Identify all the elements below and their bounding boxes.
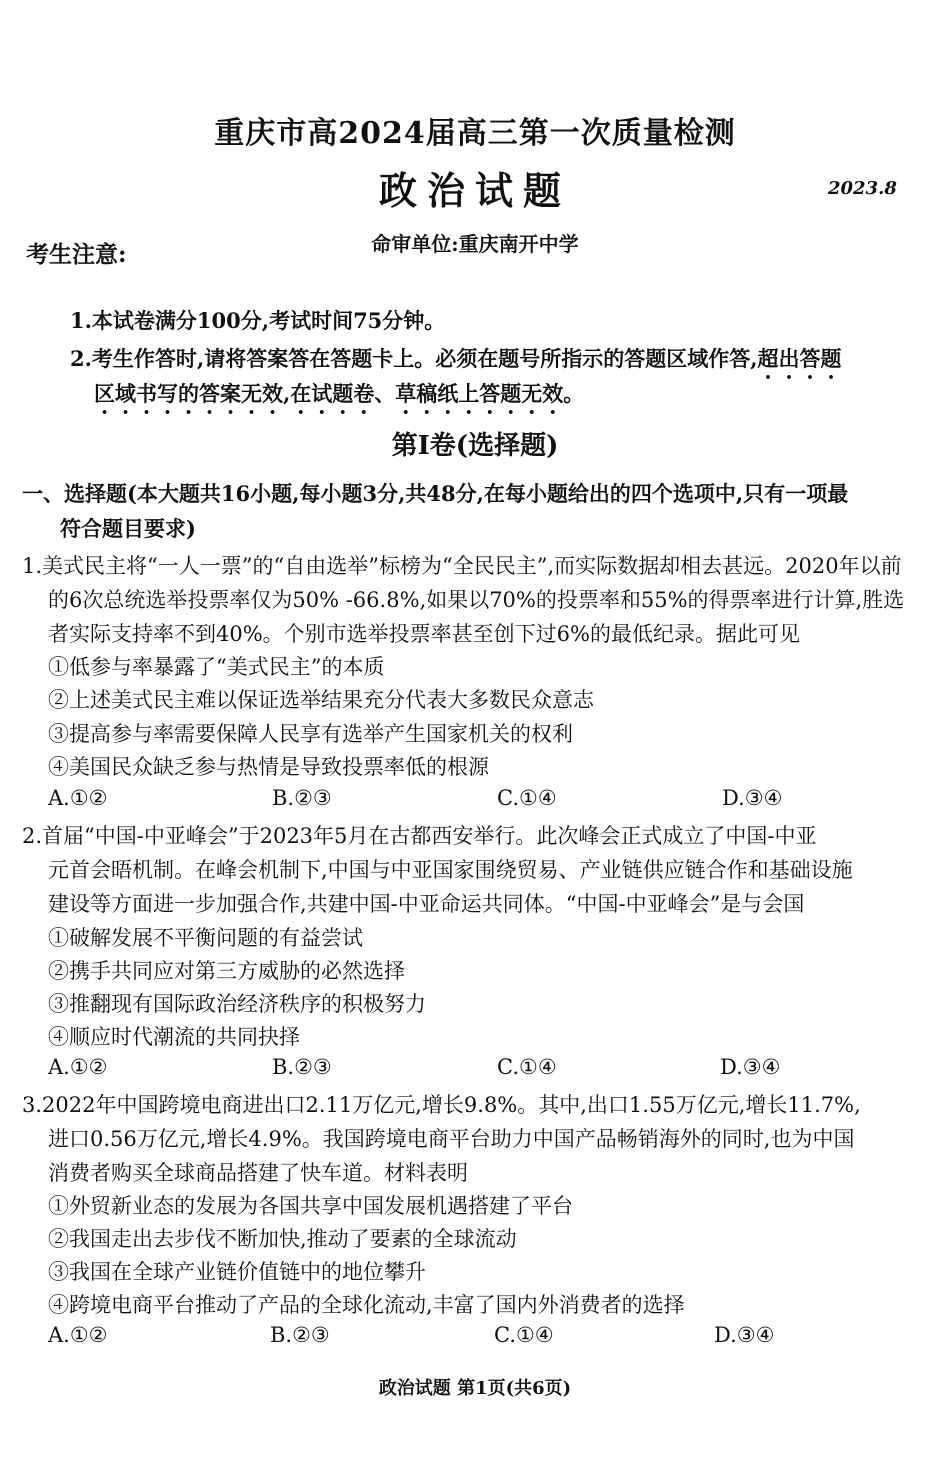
- question-1-option-a: A.①②: [48, 786, 108, 810]
- exam-date: 2023.8: [828, 178, 897, 199]
- question-3-stem: 3.2022年中国跨境电商进出口2.11万亿元,增长9.8%。其中,出口1.55万亿元,增长11.7%,: [22, 1093, 861, 1117]
- question-3-option-c: C.①④: [494, 1323, 554, 1347]
- question-2-option-a: A.①②: [48, 1055, 108, 1079]
- question-1-option-b: B.②③: [272, 786, 332, 810]
- question-3-stem: 进口0.56万亿元,增长4.9%。我国跨境电商平台助力中国产品畅销海外的同时,也为中国: [48, 1127, 855, 1151]
- question-3-stem: 消费者购买全球商品搭建了快车道。材料表明: [48, 1161, 468, 1185]
- question-3-statement: ①外贸新业态的发展为各国共享中国发展机遇搭建了平台: [48, 1194, 573, 1218]
- question-1-option-d: D.③④: [722, 786, 783, 810]
- setter-unit: 命审单位:重庆南开中学: [371, 232, 579, 256]
- question-3-option-b: B.②③: [270, 1323, 330, 1347]
- question-3-option-d: D.③④: [714, 1323, 775, 1347]
- question-3-statement: ④跨境电商平台推动了产品的全球化流动,丰富了国内外消费者的选择: [48, 1293, 685, 1317]
- volume-title: 第Ⅰ卷(选择题): [391, 431, 559, 461]
- section-heading-continued: 符合题目要求): [60, 516, 196, 541]
- question-1-statement: ①低参与率暴露了“美式民主”的本质: [48, 655, 385, 679]
- question-2-stem: 2.首届“中国-中亚峰会”于2023年5月在古都西安举行。此次峰会正式成立了中国-中亚: [22, 824, 817, 848]
- question-2-statement: ④顺应时代潮流的共同抉择: [48, 1025, 300, 1049]
- question-1-stem: 1.美式民主将“一人一票”的“自由选举”标榜为“全民民主”,而实际数据却相去甚远。2020年以前: [22, 554, 902, 578]
- question-1-option-c: C.①④: [497, 786, 557, 810]
- question-2-stem: 元首会晤机制。在峰会机制下,中国与中亚国家围绕贸易、产业链供应链合作和基础设施: [48, 858, 853, 882]
- notice-item-2-emphasis: 超出答题: [757, 346, 842, 371]
- exam-title: 重庆市高2024届高三第一次质量检测: [214, 116, 736, 151]
- question-1-statement: ③提高参与率需要保障人民享有选举产生国家机关的权利: [48, 722, 573, 746]
- question-3-statement: ②我国走出去步伐不断加快,推动了要素的全球流动: [48, 1227, 517, 1251]
- question-1-statement: ④美国民众缺乏参与热情是导致投票率低的根源: [48, 755, 489, 779]
- question-2-statement: ①破解发展不平衡问题的有益尝试: [48, 926, 363, 950]
- notice-heading: 考生注意:: [26, 241, 127, 268]
- question-2-option-c: C.①④: [497, 1055, 557, 1079]
- question-2-statement: ③推翻现有国际政治经济秩序的积极努力: [48, 992, 426, 1016]
- question-3-statement: ③我国在全球产业链价值链中的地位攀升: [48, 1260, 426, 1284]
- subject-title: 政治试题: [378, 168, 571, 213]
- question-1-stem: 的6次总统选举投票率仅为50% -66.8%,如果以70%的投票率和55%的得票率进行计算,胜选: [48, 588, 905, 612]
- question-1-stem: 者实际支持率不到40%。个别市选举投票率甚至创下过6%的最低纪录。据此可见: [48, 622, 800, 646]
- notice-item-1: 1.本试卷满分100分,考试时间75分钟。: [70, 308, 446, 333]
- question-2-stem: 建设等方面进一步加强合作,共建中国-中亚命运共同体。“中国-中亚峰会”是与会国: [48, 892, 805, 916]
- notice-item-2-text: 2.考生作答时,请将答案答在答题卡上。必须在题号所指示的答题区域作答,: [70, 346, 758, 371]
- question-2-statement: ②携手共同应对第三方威胁的必然选择: [48, 959, 405, 983]
- question-3-option-a: A.①②: [48, 1323, 108, 1347]
- section-heading: 一、选择题(本大题共16小题,每小题3分,共48分,在每小题给出的四个选项中,只有一项最: [22, 481, 849, 506]
- notice-item-2-continued: 区域书写的答案无效,在试题卷、草稿纸上答题无效。: [94, 381, 585, 406]
- question-2-option-b: B.②③: [272, 1055, 332, 1079]
- question-2-option-d: D.③④: [720, 1055, 781, 1079]
- page-footer: 政治试题 第1页(共6页): [378, 1378, 572, 1399]
- question-1-statement: ②上述美式民主难以保证选举结果充分代表大多数民众意志: [48, 688, 594, 712]
